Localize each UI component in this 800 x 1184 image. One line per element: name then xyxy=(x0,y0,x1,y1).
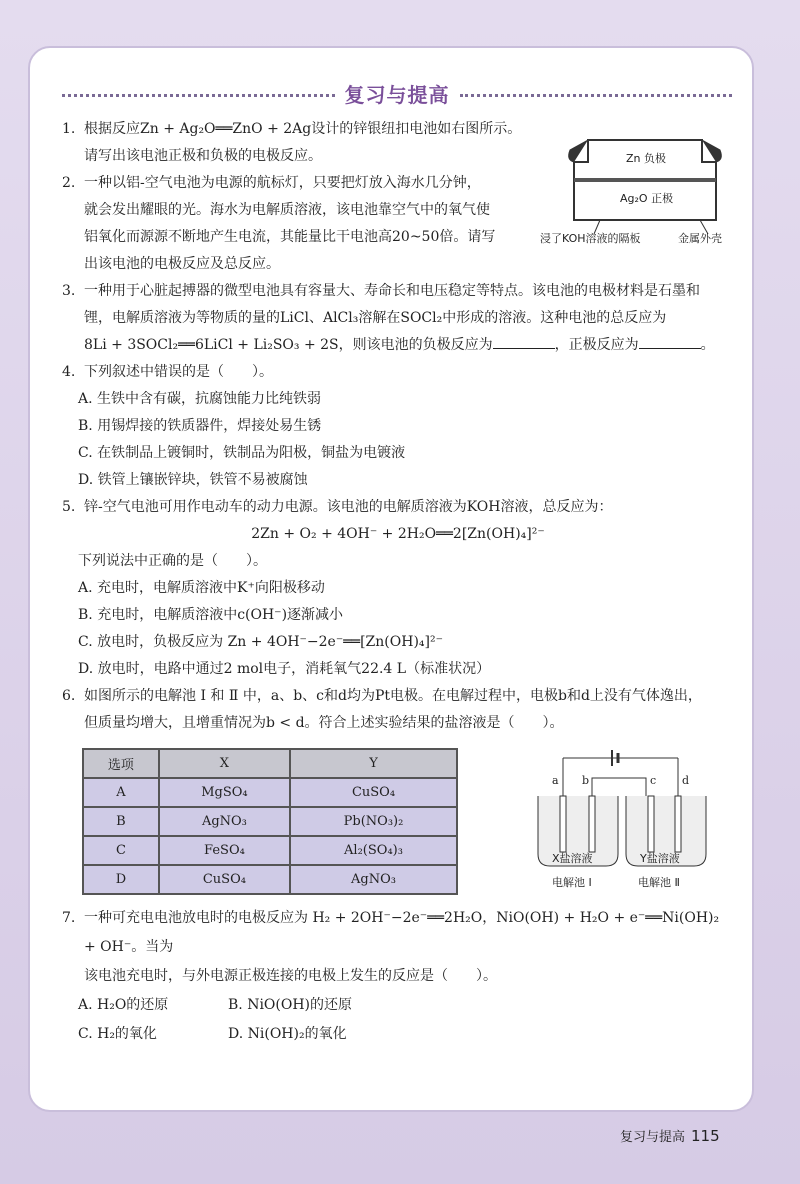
question-2 xyxy=(62,170,532,278)
question-text: 请写出该电池正极和负极的电极反应。 xyxy=(84,148,322,164)
table-cell: CuSO₄ xyxy=(290,778,457,807)
table-cell: B xyxy=(83,807,159,836)
table-cell: Al₂(SO₄)₃ xyxy=(290,836,457,865)
question-number: 1. xyxy=(62,121,76,137)
question-text: 根据反应Zn + Ag₂O══ZnO + 2Ag设计的锌银纽扣电池如右图所示。 xyxy=(84,121,522,137)
option: A. 生铁中含有碳，抗腐蚀能力比纯铁弱 xyxy=(78,391,322,407)
question-text: 锂，电解质溶液为等物质的量的LiCl、AlCl₃溶解在SOCl₂中形成的溶液。这种电池的总反应为 xyxy=(84,310,667,326)
question-number: 4. xyxy=(62,364,76,380)
options-table xyxy=(82,748,458,895)
question-1 xyxy=(62,116,532,170)
electrode-d-label: d xyxy=(682,774,690,787)
question-text: 铝氧化而源源不断地产生电流，其能量比干电池高20~50倍。请写 xyxy=(84,229,496,245)
question-text: 就会发出耀眼的光。海水为电解质溶液，该电池靠空气中的氧气使 xyxy=(84,202,490,218)
option: C. 放电时，负极反应为 Zn + 4OH⁻−2e⁻══[Zn(OH)₄]²⁻ xyxy=(78,634,443,650)
y-solution-label: Y盐溶液 xyxy=(640,852,680,865)
metal-shell-label: 金属外壳 xyxy=(678,232,722,245)
option: A. 充电时，电解质溶液中K⁺向阳极移动 xyxy=(78,580,325,596)
electrolysis-figure xyxy=(528,744,708,894)
question-5 xyxy=(62,494,734,683)
question-number: 6. xyxy=(62,688,76,704)
electrolysis-diagram xyxy=(528,744,708,894)
zn-anode-label: Zn 负极 xyxy=(626,152,667,165)
table-row xyxy=(83,865,457,894)
reaction-text: 8Li + 3SOCl₂══6LiCl + Li₂SO₃ + 2S，则该电池的负极反应为 xyxy=(84,337,493,353)
option: C. H₂的氧化 xyxy=(78,1026,157,1042)
question-text: 但质量均增大，且增重情况为b < d。符合上述实验结果的盐溶液是（ ）。 xyxy=(84,715,564,731)
answer-blank[interactable] xyxy=(639,335,701,349)
table-header-row xyxy=(83,749,457,778)
question-7 xyxy=(62,904,734,1049)
separator-label: 浸了KOH溶液的隔板 xyxy=(540,232,641,245)
table-header: 选项 xyxy=(83,749,159,778)
ag2o-cathode-label: Ag₂O 正极 xyxy=(620,192,674,205)
section-title: 复习与提高 xyxy=(344,82,450,107)
section-header xyxy=(62,78,732,108)
electrode-c-label: c xyxy=(650,774,657,787)
question-stem: 锌-空气电池可用作电动车的动力电源。该电池的电解质溶液为KOH溶液，总反应为： xyxy=(84,499,613,515)
x-solution-label: X盐溶液 xyxy=(552,852,593,865)
table-cell: AgNO₃ xyxy=(290,865,457,894)
question-text: 出该电池的电极反应及总反应。 xyxy=(84,256,280,272)
table-cell: Pb(NO₃)₂ xyxy=(290,807,457,836)
electrode-b-label: b xyxy=(582,774,590,787)
question-number: 7. xyxy=(62,910,76,926)
options-grid xyxy=(78,991,734,1049)
cell-2-label: 电解池 Ⅱ xyxy=(638,876,680,889)
question-stem: 下列叙述中错误的是（ ）。 xyxy=(84,364,273,380)
answer-blank[interactable] xyxy=(493,335,555,349)
question-text: 一种可充电电池放电时的电极反应为 H₂ + 2OH⁻−2e⁻══2H₂O，NiO(OH) + H₂O + e⁻══Ni(OH)₂ + OH⁻。当为 xyxy=(84,910,720,955)
reaction-text: ，正极反应为 xyxy=(554,337,639,353)
footer-section: 复习与提高 xyxy=(620,1130,686,1145)
equation: 2Zn + O₂ + 4OH⁻ + 2H₂O══2[Zn(OH)₄]²⁻ xyxy=(251,526,545,542)
table-cell: C xyxy=(83,836,159,865)
question-number: 2. xyxy=(62,175,76,191)
question-text: 如图所示的电解池 Ⅰ 和 Ⅱ 中，a、b、c和d均为Pt电极。在电解过程中，电极b和d上没有气体逸出， xyxy=(84,688,702,704)
question-number: 5. xyxy=(62,499,76,515)
option: C. 在铁制品上镀铜时，铁制品为阳极，铜盐为电镀液 xyxy=(78,445,406,461)
option: D. 铁管上镶嵌锌块，铁管不易被腐蚀 xyxy=(78,472,308,488)
question-6 xyxy=(62,683,734,737)
question-text: 一种以铝-空气电池为电源的航标灯，只要把灯放入海水几分钟， xyxy=(84,175,481,191)
table-header: X xyxy=(159,749,290,778)
table-header: Y xyxy=(290,749,457,778)
option: B. 用锡焊接的铁质器件，焊接处易生锈 xyxy=(78,418,322,434)
table-cell: AgNO₃ xyxy=(159,807,290,836)
option: D. Ni(OH)₂的氧化 xyxy=(228,1026,347,1042)
table-row xyxy=(83,778,457,807)
cell-1-label: 电解池 Ⅰ xyxy=(552,876,592,889)
question-4 xyxy=(62,359,734,494)
option: B. 充电时，电解质溶液中c(OH⁻)逐渐减小 xyxy=(78,607,344,623)
table-row xyxy=(83,836,457,865)
page-footer xyxy=(620,1126,720,1145)
question-number: 3. xyxy=(62,283,76,299)
table-cell: D xyxy=(83,865,159,894)
table-cell: A xyxy=(83,778,159,807)
option: B. NiO(OH)的还原 xyxy=(228,997,353,1013)
page-number: 115 xyxy=(691,1127,720,1145)
question-text: 一种用于心脏起搏器的微型电池具有容量大、寿命长和电压稳定等特点。该电池的电极材料是石墨和 xyxy=(84,283,700,299)
question-sub: 下列说法中正确的是（ ）。 xyxy=(78,553,267,569)
question-text: 该电池充电时，与外电源正极连接的电极上发生的反应是（ ）。 xyxy=(84,968,497,984)
option: D. 放电时，电路中通过2 mol电子，消耗氧气22.4 L（标准状况） xyxy=(78,661,491,677)
table-cell: CuSO₄ xyxy=(159,865,290,894)
question-3 xyxy=(62,278,734,359)
electrode-a-label: a xyxy=(552,774,559,787)
header-dots-right xyxy=(460,94,733,97)
question-text xyxy=(84,332,734,359)
option: A. H₂O的还原 xyxy=(78,997,169,1013)
questions xyxy=(62,116,734,737)
table-cell: MgSO₄ xyxy=(159,778,290,807)
period: 。 xyxy=(700,337,715,353)
table-cell: FeSO₄ xyxy=(159,836,290,865)
table-row xyxy=(83,807,457,836)
header-dots-left xyxy=(62,94,335,97)
